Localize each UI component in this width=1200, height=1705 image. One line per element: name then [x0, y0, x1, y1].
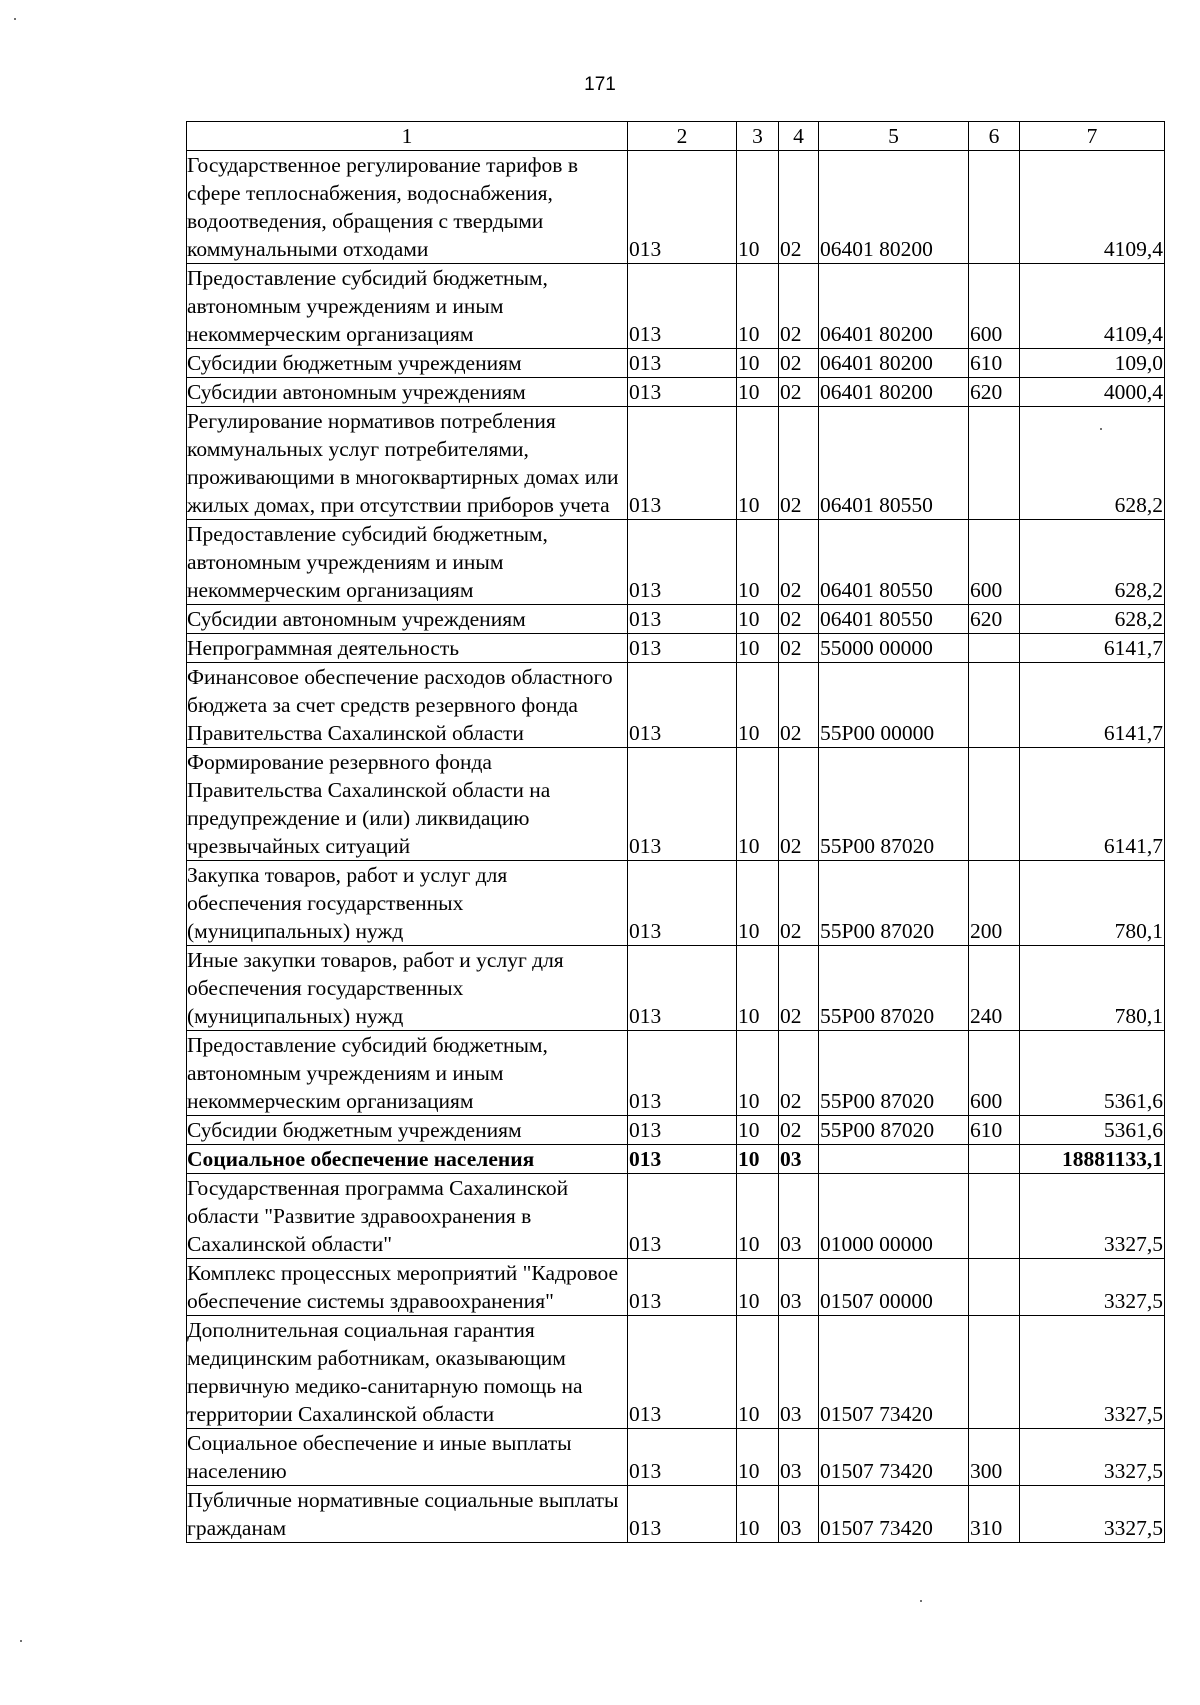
amount-cell: 780,1: [1020, 946, 1165, 1031]
code-cell: 013: [628, 520, 737, 605]
description-cell: Субсидии бюджетным учреждениям: [187, 349, 628, 378]
description-cell: Субсидии бюджетным учреждениям: [187, 1116, 628, 1145]
table-row: [187, 1259, 1165, 1316]
target-cell: 06401 80200: [819, 264, 969, 349]
code-cell: 013: [628, 407, 737, 520]
target-cell: 06401 80550: [819, 407, 969, 520]
section-cell: 10: [737, 407, 779, 520]
code-cell: 013: [628, 605, 737, 634]
table-row: [187, 520, 1165, 605]
section-cell: 10: [737, 1259, 779, 1316]
code-cell: 013: [628, 1145, 737, 1174]
subsection-cell: 03: [779, 1316, 819, 1429]
table-row: [187, 378, 1165, 407]
code-cell: 013: [628, 349, 737, 378]
table-row: [187, 748, 1165, 861]
table-row: [187, 605, 1165, 634]
target-cell: 55Р00 87020: [819, 861, 969, 946]
table-row: [187, 407, 1165, 520]
subsection-cell: 02: [779, 151, 819, 264]
description-cell: Субсидии автономным учреждениям: [187, 605, 628, 634]
amount-cell: 6141,7: [1020, 663, 1165, 748]
description-cell: Социальное обеспечение населения: [187, 1145, 628, 1174]
amount-cell: 3327,5: [1020, 1174, 1165, 1259]
section-cell: 10: [737, 946, 779, 1031]
amount-cell: 6141,7: [1020, 634, 1165, 663]
subsection-cell: 02: [779, 378, 819, 407]
subsection-cell: 03: [779, 1174, 819, 1259]
type-cell: [969, 634, 1020, 663]
scan-speck: [14, 18, 16, 20]
table-row: [187, 663, 1165, 748]
scan-speck: [1100, 428, 1102, 430]
table-row: [187, 1116, 1165, 1145]
amount-cell: 3327,5: [1020, 1486, 1165, 1543]
section-cell: 10: [737, 663, 779, 748]
description-cell: Регулирование нормативов потребления коммунальных услуг потребителями, проживающими в многоквартирных домах или жилых домах, при отсутствии приборов учета: [187, 407, 628, 520]
section-cell: 10: [737, 264, 779, 349]
section-cell: 10: [737, 1429, 779, 1486]
amount-cell: 3327,5: [1020, 1259, 1165, 1316]
section-cell: 10: [737, 349, 779, 378]
code-cell: 013: [628, 1174, 737, 1259]
amount-cell: 628,2: [1020, 605, 1165, 634]
type-cell: [969, 1145, 1020, 1174]
code-cell: 013: [628, 946, 737, 1031]
amount-cell: 4109,4: [1020, 264, 1165, 349]
type-cell: [969, 663, 1020, 748]
code-cell: 013: [628, 151, 737, 264]
amount-cell: 628,2: [1020, 520, 1165, 605]
section-cell: 10: [737, 378, 779, 407]
amount-cell: 3327,5: [1020, 1429, 1165, 1486]
header-cell-3: 3: [737, 122, 779, 151]
table-row: [187, 1316, 1165, 1429]
section-cell: 10: [737, 1316, 779, 1429]
code-cell: 013: [628, 748, 737, 861]
description-cell: Закупка товаров, работ и услуг для обеспечения государственных (муниципальных) нужд: [187, 861, 628, 946]
subsection-cell: 03: [779, 1486, 819, 1543]
section-cell: 10: [737, 1145, 779, 1174]
scan-speck: [920, 1600, 922, 1602]
code-cell: 013: [628, 1116, 737, 1145]
target-cell: 06401 80200: [819, 349, 969, 378]
page-number: 171: [584, 74, 616, 95]
header-cell-4: 4: [779, 122, 819, 151]
table-row: [187, 1174, 1165, 1259]
table-row: [187, 1031, 1165, 1116]
type-cell: 610: [969, 1116, 1020, 1145]
description-cell: Предоставление субсидий бюджетным, автономным учреждениям и иным некоммерческим организациям: [187, 264, 628, 349]
subsection-cell: 02: [779, 634, 819, 663]
header-cell-6: 6: [969, 122, 1020, 151]
type-cell: 620: [969, 378, 1020, 407]
description-cell: Субсидии автономным учреждениям: [187, 378, 628, 407]
subsection-cell: 02: [779, 407, 819, 520]
amount-cell: 628,2: [1020, 407, 1165, 520]
target-cell: 01507 73420: [819, 1429, 969, 1486]
description-cell: Иные закупки товаров, работ и услуг для обеспечения государственных (муниципальных) нужд: [187, 946, 628, 1031]
header-row: [187, 122, 1165, 151]
table-row: [187, 861, 1165, 946]
table-row: [187, 946, 1165, 1031]
description-cell: Предоставление субсидий бюджетным, автономным учреждениям и иным некоммерческим организациям: [187, 1031, 628, 1116]
subsection-cell: 02: [779, 349, 819, 378]
code-cell: 013: [628, 663, 737, 748]
code-cell: 013: [628, 634, 737, 663]
amount-cell: 4109,4: [1020, 151, 1165, 264]
section-cell: 10: [737, 1174, 779, 1259]
amount-cell: 780,1: [1020, 861, 1165, 946]
section-cell: 10: [737, 151, 779, 264]
description-cell: Формирование резервного фонда Правительства Сахалинской области на предупреждение и (или) ликвидацию чрезвычайных ситуаций: [187, 748, 628, 861]
code-cell: 013: [628, 378, 737, 407]
section-cell: 10: [737, 1031, 779, 1116]
code-cell: 013: [628, 1429, 737, 1486]
amount-cell: 3327,5: [1020, 1316, 1165, 1429]
description-cell: Дополнительная социальная гарантия медицинским работникам, оказывающим первичную медико-санитарную помощь на территории Сахалинской области: [187, 1316, 628, 1429]
subsection-cell: 02: [779, 748, 819, 861]
target-cell: 01507 00000: [819, 1259, 969, 1316]
header-cell-2: 2: [628, 122, 737, 151]
amount-cell: 18881133,1: [1020, 1145, 1165, 1174]
subsection-cell: 02: [779, 605, 819, 634]
target-cell: 01507 73420: [819, 1316, 969, 1429]
section-cell: 10: [737, 605, 779, 634]
target-cell: 06401 80550: [819, 605, 969, 634]
target-cell: 55Р00 87020: [819, 1031, 969, 1116]
amount-cell: 5361,6: [1020, 1116, 1165, 1145]
target-cell: 06401 80550: [819, 520, 969, 605]
target-cell: 55000 00000: [819, 634, 969, 663]
type-cell: [969, 1259, 1020, 1316]
target-cell: [819, 1145, 969, 1174]
code-cell: 013: [628, 1259, 737, 1316]
type-cell: [969, 1316, 1020, 1429]
type-cell: 610: [969, 349, 1020, 378]
amount-cell: 6141,7: [1020, 748, 1165, 861]
subsection-cell: 02: [779, 861, 819, 946]
subsection-cell: 02: [779, 946, 819, 1031]
description-cell: Финансовое обеспечение расходов областного бюджета за счет средств резервного фонда Правительства Сахалинской области: [187, 663, 628, 748]
subsection-cell: 03: [779, 1145, 819, 1174]
target-cell: 55Р00 00000: [819, 663, 969, 748]
description-cell: Социальное обеспечение и иные выплаты населению: [187, 1429, 628, 1486]
code-cell: 013: [628, 1031, 737, 1116]
target-cell: 01000 00000: [819, 1174, 969, 1259]
type-cell: 310: [969, 1486, 1020, 1543]
target-cell: 06401 80200: [819, 151, 969, 264]
subsection-cell: 03: [779, 1259, 819, 1316]
section-cell: 10: [737, 748, 779, 861]
target-cell: 55Р00 87020: [819, 1116, 969, 1145]
amount-cell: 109,0: [1020, 349, 1165, 378]
description-cell: Публичные нормативные социальные выплаты гражданам: [187, 1486, 628, 1543]
type-cell: [969, 151, 1020, 264]
table-row: [187, 349, 1165, 378]
header-cell-7: 7: [1020, 122, 1165, 151]
section-cell: 10: [737, 861, 779, 946]
target-cell: 55Р00 87020: [819, 748, 969, 861]
description-cell: Непрограммная деятельность: [187, 634, 628, 663]
section-cell: 10: [737, 1486, 779, 1543]
table-row: [187, 1145, 1165, 1174]
type-cell: 300: [969, 1429, 1020, 1486]
description-cell: Государственное регулирование тарифов в сфере теплоснабжения, водоснабжения, водоотведения, обращения с твердыми коммунальными отходами: [187, 151, 628, 264]
subsection-cell: 02: [779, 1031, 819, 1116]
target-cell: 55Р00 87020: [819, 946, 969, 1031]
table-row: [187, 151, 1165, 264]
header-cell-5: 5: [819, 122, 969, 151]
description-cell: Предоставление субсидий бюджетным, автономным учреждениям и иным некоммерческим организациям: [187, 520, 628, 605]
table-row: [187, 264, 1165, 349]
type-cell: 200: [969, 861, 1020, 946]
type-cell: 600: [969, 520, 1020, 605]
type-cell: 620: [969, 605, 1020, 634]
table-row: [187, 1486, 1165, 1543]
amount-cell: 4000,4: [1020, 378, 1165, 407]
type-cell: 600: [969, 264, 1020, 349]
section-cell: 10: [737, 1116, 779, 1145]
table-row: [187, 634, 1165, 663]
header-cell-1: 1: [187, 122, 628, 151]
scan-speck: [20, 1640, 22, 1642]
code-cell: 013: [628, 1486, 737, 1543]
section-cell: 10: [737, 634, 779, 663]
type-cell: [969, 407, 1020, 520]
code-cell: 013: [628, 861, 737, 946]
code-cell: 013: [628, 1316, 737, 1429]
subsection-cell: 02: [779, 264, 819, 349]
subsection-cell: 02: [779, 663, 819, 748]
type-cell: 240: [969, 946, 1020, 1031]
section-cell: 10: [737, 520, 779, 605]
type-cell: [969, 748, 1020, 861]
type-cell: 600: [969, 1031, 1020, 1116]
code-cell: 013: [628, 264, 737, 349]
target-cell: 06401 80200: [819, 378, 969, 407]
budget-table: [186, 121, 1165, 1543]
subsection-cell: 03: [779, 1429, 819, 1486]
description-cell: Государственная программа Сахалинской области "Развитие здравоохранения в Сахалинской области": [187, 1174, 628, 1259]
type-cell: [969, 1174, 1020, 1259]
description-cell: Комплекс процессных мероприятий "Кадровое обеспечение системы здравоохранения": [187, 1259, 628, 1316]
amount-cell: 5361,6: [1020, 1031, 1165, 1116]
target-cell: 01507 73420: [819, 1486, 969, 1543]
table-row: [187, 1429, 1165, 1486]
subsection-cell: 02: [779, 520, 819, 605]
subsection-cell: 02: [779, 1116, 819, 1145]
